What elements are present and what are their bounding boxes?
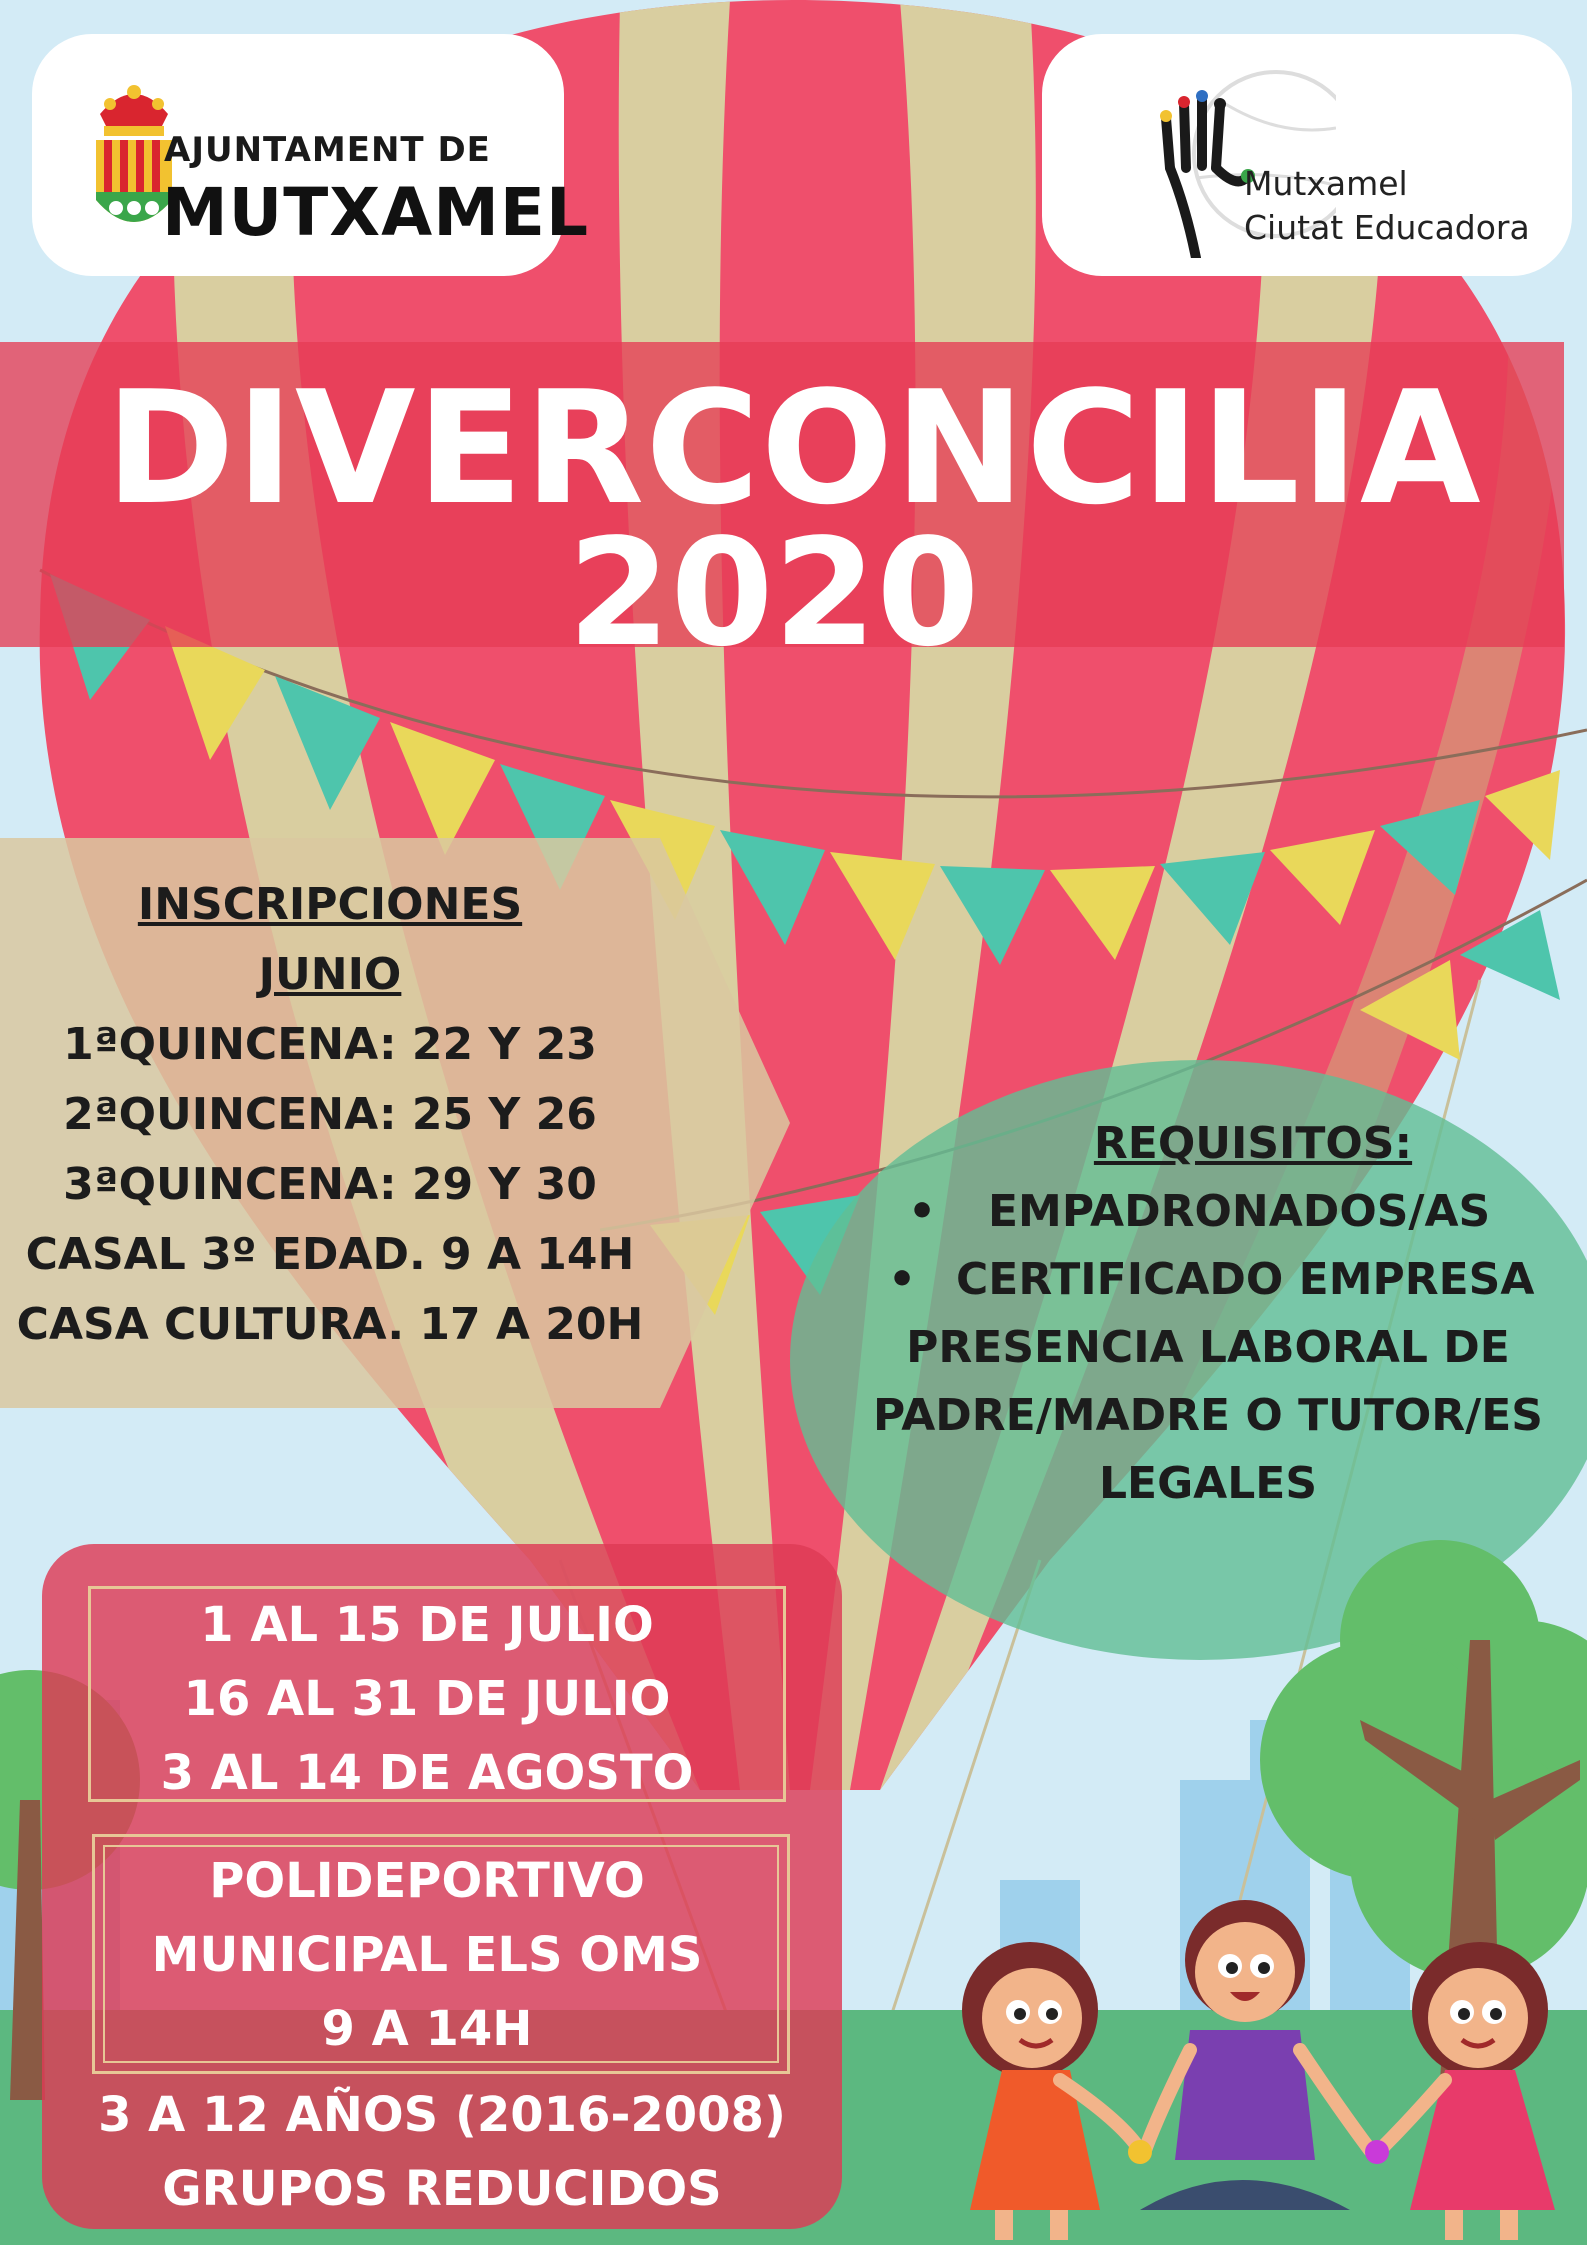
bullet-icon: • [908, 1186, 937, 1237]
group-size: GRUPOS REDUCIDOS [162, 2161, 722, 2217]
audience [42, 2078, 842, 2226]
ciutat-educadora-line1: Mutxamel [1244, 164, 1408, 203]
ciutat-educadora-logo-card [1042, 34, 1572, 276]
bullet-icon: • [888, 1254, 917, 1305]
requisito-line3: PRESENCIA LABORAL DE [906, 1322, 1510, 1373]
quincena-1: 1ªQUINCENA: 22 Y 23 [63, 1019, 597, 1070]
casal-hours: CASAL 3º EDAD. 9 A 14H [25, 1229, 635, 1280]
requisitos-heading: REQUISITOS: [1093, 1118, 1413, 1169]
venue [42, 1844, 812, 2066]
venue-line1: POLIDEPORTIVO [209, 1853, 645, 1909]
session-dates [42, 1588, 812, 1810]
ajuntament-logo-card [32, 34, 590, 276]
boy-center-figure [1140, 1900, 1370, 2210]
girl-left-figure [962, 1942, 1140, 2240]
session-1: 1 AL 15 DE JULIO [200, 1597, 654, 1653]
event-year: 2020 [567, 507, 980, 679]
inscripciones-month: JUNIO [258, 949, 402, 1000]
children-illustration [940, 1880, 1580, 2245]
age-range: 3 A 12 AÑOS (2016-2008) [98, 2087, 786, 2143]
inscripciones-block [0, 870, 660, 1360]
casa-cultura-hours: CASA CULTURA. 17 A 20H [16, 1299, 644, 1350]
municipality-name: MUTXAMEL [162, 174, 590, 251]
event-title: DIVERCONCILIA [105, 357, 1482, 539]
requisito-certificado: • CERTIFICADO EMPRESA [848, 1246, 1568, 1314]
requisito-line4: PADRE/MADRE O TUTOR/ES [873, 1390, 1543, 1441]
session-2: 16 AL 31 DE JULIO [183, 1671, 671, 1727]
flower-icon [1365, 2140, 1389, 2164]
girl-right-figure [1380, 1942, 1555, 2240]
session-3: 3 AL 14 DE AGOSTO [160, 1745, 694, 1801]
quincena-3: 3ªQUINCENA: 29 Y 30 [63, 1159, 597, 1210]
venue-hours: 9 A 14H [321, 2001, 533, 2057]
requisito-empadronados: • EMPADRONADOS/AS [848, 1178, 1568, 1246]
quincena-2: 2ªQUINCENA: 25 Y 26 [63, 1089, 597, 1140]
ciutat-educadora-line2: Ciutat Educadora [1244, 208, 1530, 247]
inscripciones-heading: INSCRIPCIONES [137, 879, 523, 930]
flower-icon [1128, 2140, 1152, 2164]
venue-line2: MUNICIPAL ELS OMS [151, 1927, 703, 1983]
municipality-prefix: AJUNTAMENT DE [164, 130, 491, 170]
requisitos-block [848, 1110, 1568, 1518]
requisito-line5: LEGALES [1098, 1458, 1318, 1509]
